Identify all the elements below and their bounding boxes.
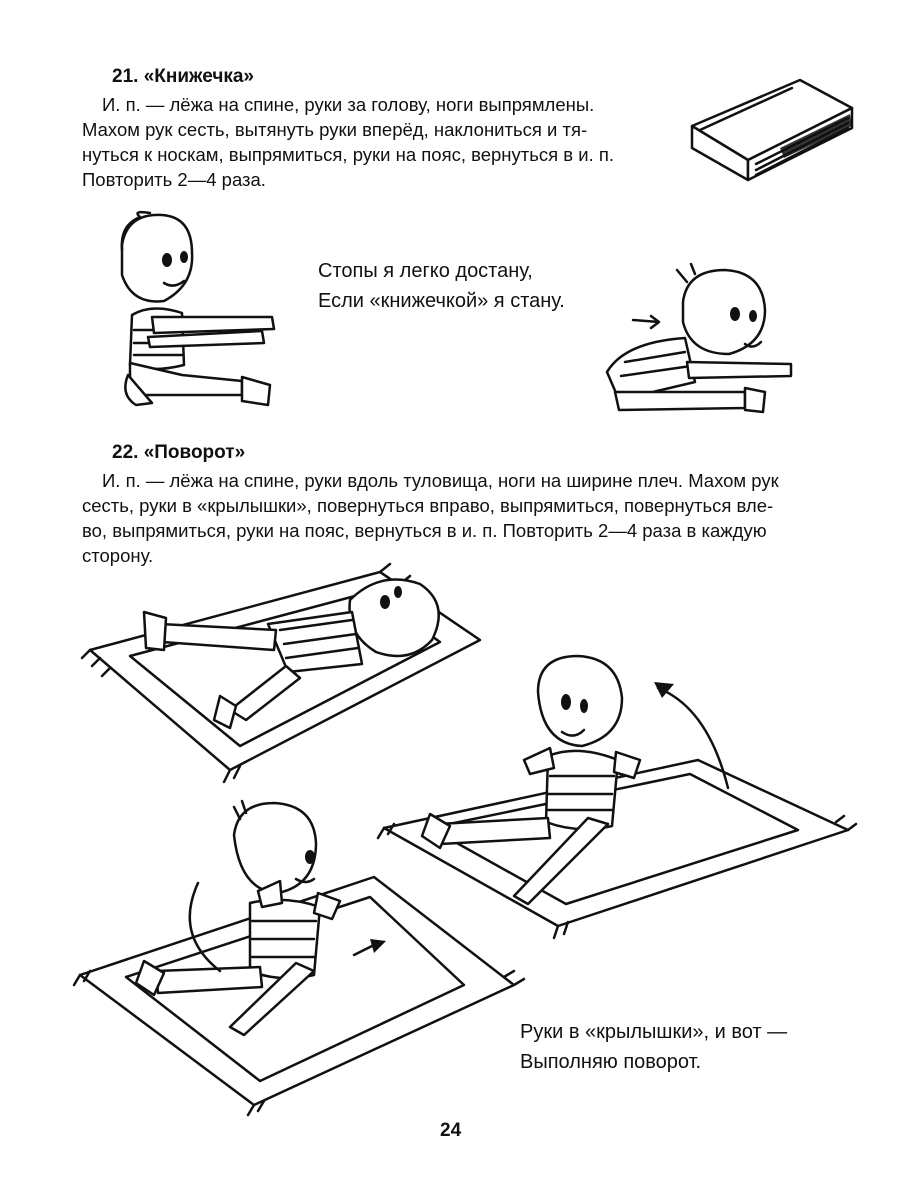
exercise-21-poem — [318, 256, 565, 316]
boy-sitting-illustration — [92, 205, 292, 415]
text-line: сторону. — [82, 545, 154, 566]
boy-leaning-illustration — [595, 262, 805, 422]
exercise-22-description — [82, 468, 832, 568]
text-line: нуться к носкам, выпрямиться, руки на пояс, вернуться в и. п. — [82, 144, 615, 165]
book-illustration — [680, 68, 860, 188]
poem-line: Выполняю поворот. — [520, 1051, 702, 1073]
exercise-22-poem — [520, 1017, 787, 1077]
boy-turning-left-illustration — [74, 795, 534, 1115]
text-line: Повторить 2—4 раза. — [82, 169, 266, 190]
text-line: И. п. — лёжа на спине, руки за голову, ноги выпрямлены. — [102, 94, 595, 115]
text-line: во, выпрямиться, руки на пояс, вернуться в и. п. Повторить 2—4 раза в каждую — [82, 520, 767, 541]
page-number: 24 — [440, 1120, 462, 1141]
text-line: И. п. — лёжа на спине, руки вдоль туловища, ноги на ширине плеч. Махом рук — [102, 470, 779, 491]
text-line: Махом рук сесть, вытянуть руки вперёд, наклониться и тя- — [82, 119, 588, 140]
exercise-22-title: 22. «Поворот» — [112, 442, 246, 463]
exercise-21-description — [82, 92, 672, 192]
text-line: сесть, руки в «крылышки», повернуться вправо, выпрямиться, повернуться вле- — [82, 495, 774, 516]
poem-line: Стопы я легко достану, — [318, 260, 533, 282]
poem-line: Руки в «крылышки», и вот — — [520, 1021, 788, 1043]
exercise-21-title: 21. «Книжечка» — [112, 66, 254, 87]
poem-line: Если «книжечкой» я стану. — [318, 290, 565, 312]
